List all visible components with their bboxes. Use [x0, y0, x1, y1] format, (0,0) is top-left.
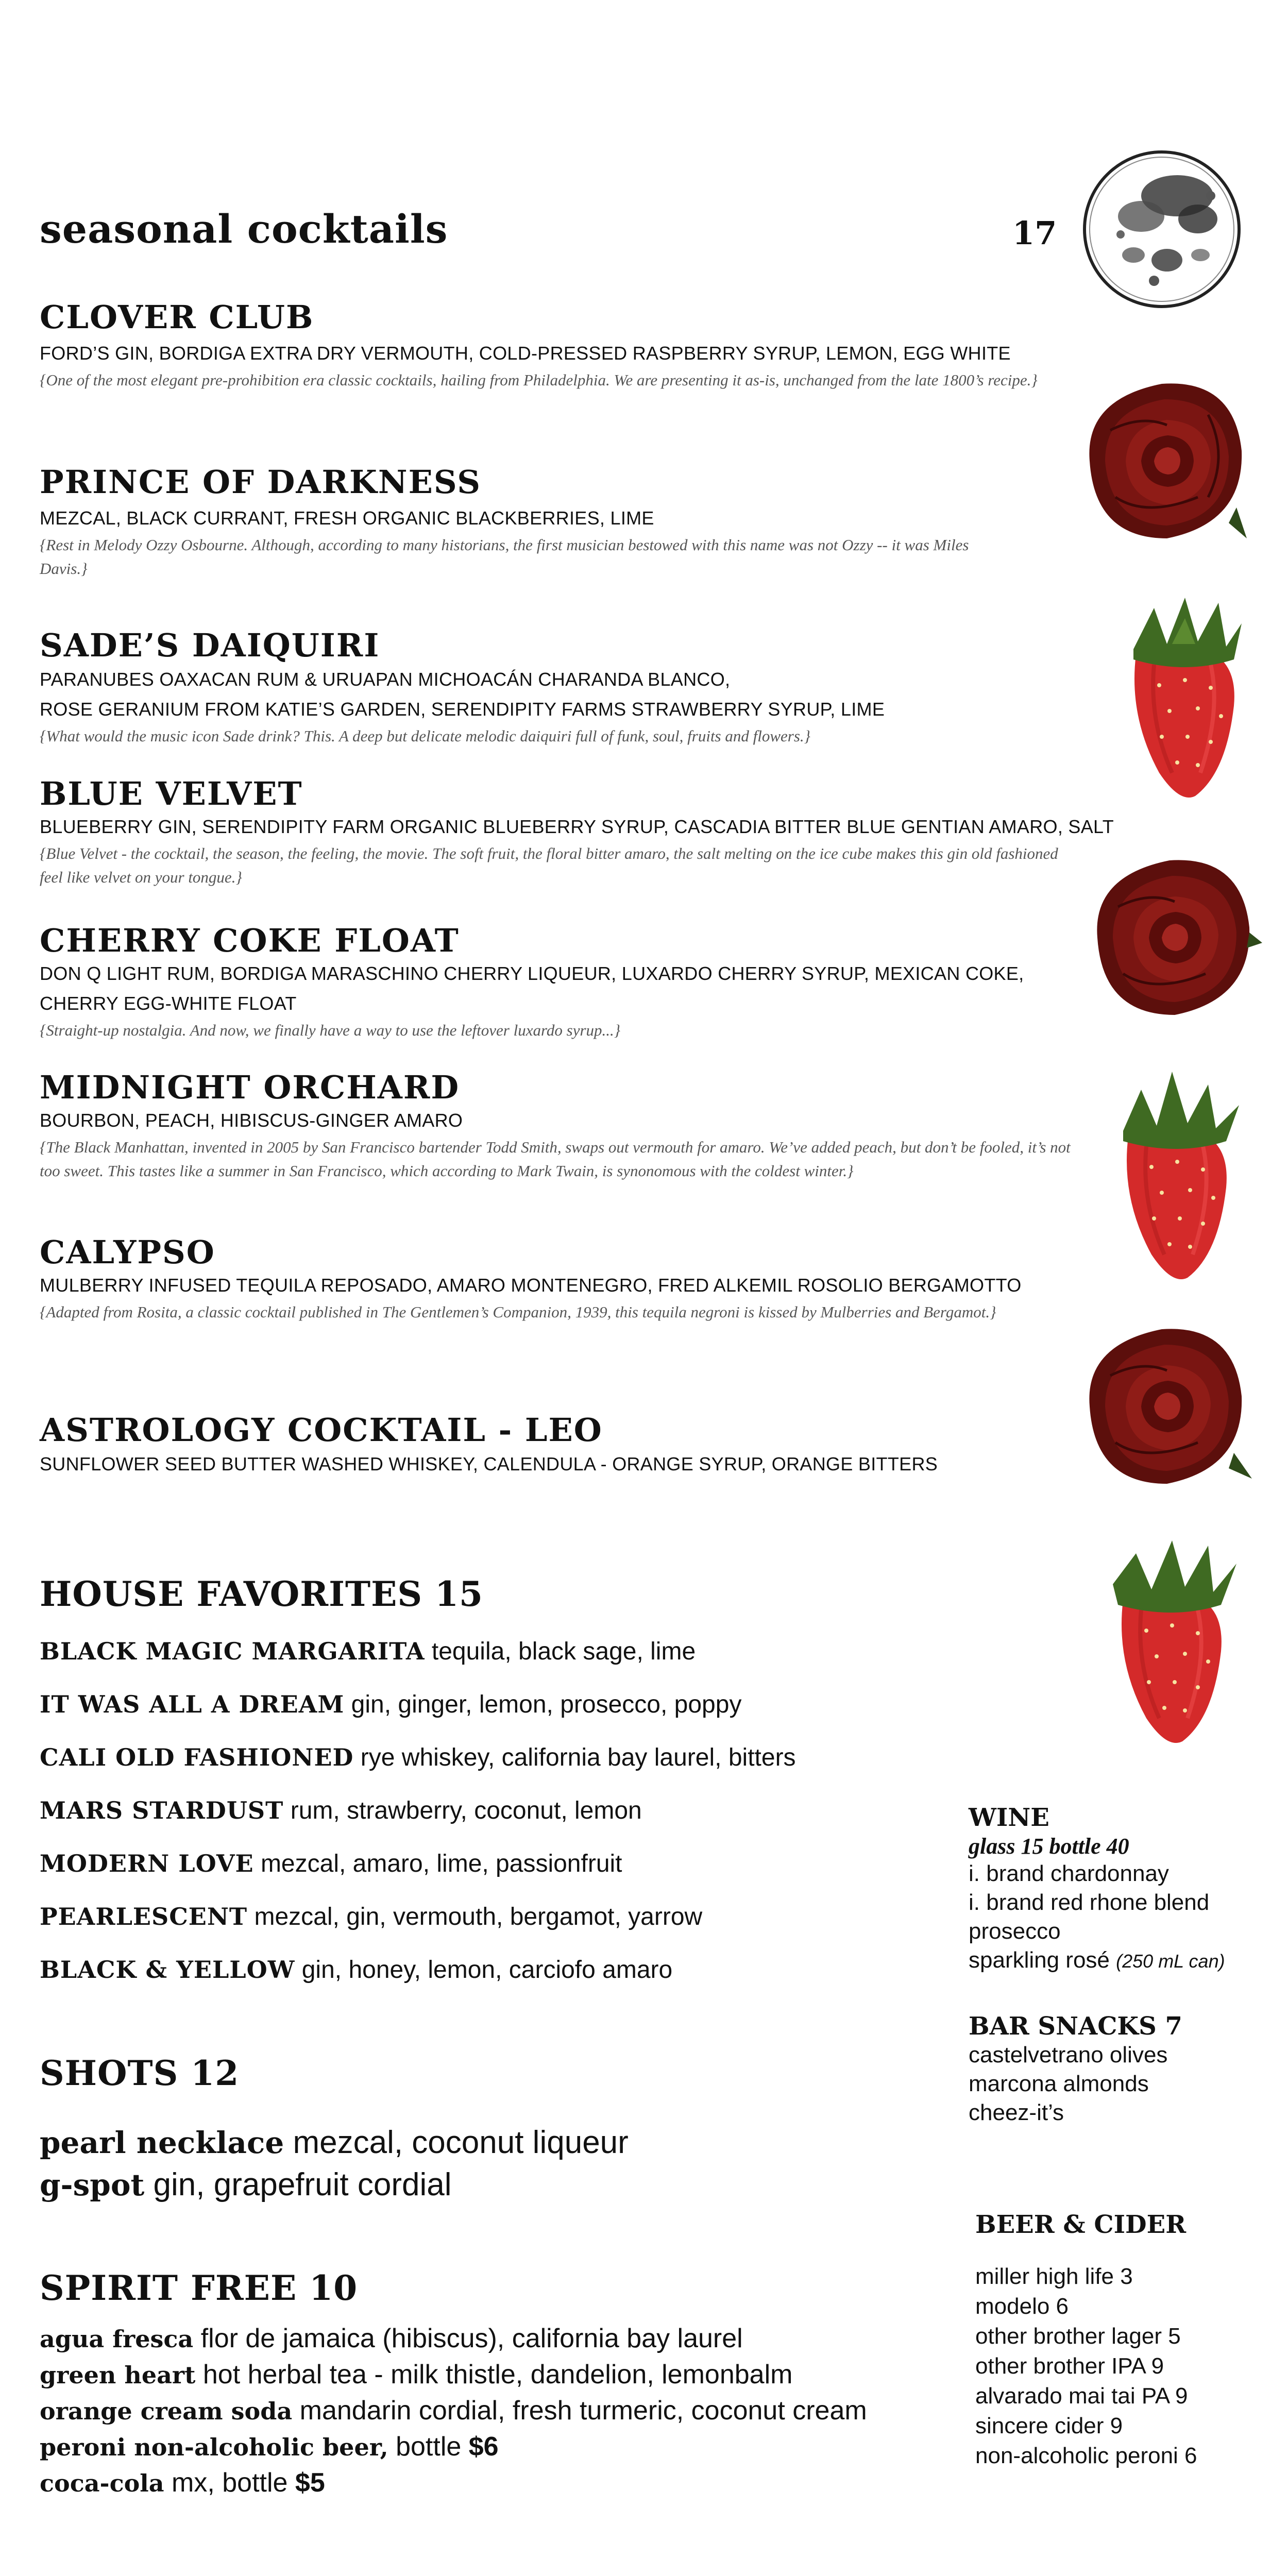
- seasonal-price: 17: [1012, 214, 1057, 252]
- cocktail-ingredients: MEZCAL, BLACK CURRANT, FRESH ORGANIC BLACKBERRIES, LIME: [40, 507, 654, 529]
- house-item: [40, 1852, 622, 1876]
- spirit-free-desc: hot herbal tea - milk thistle, dandelion, lemonbalm: [202, 2360, 793, 2389]
- spirit-free-name: orange cream soda: [40, 2397, 293, 2425]
- wine-item: sparkling rosé: [969, 1947, 1110, 1973]
- cocktail-name: MIDNIGHT ORCHARD: [40, 1069, 460, 1106]
- section-title-shots: SHOTS 12: [40, 2053, 240, 2093]
- house-item-desc: gin, ginger, lemon, prosecco, poppy: [351, 1691, 742, 1718]
- spirit-free-price: $6: [468, 2432, 499, 2462]
- cocktail-name: CLOVER CLUB: [40, 298, 314, 336]
- cocktail-ingredients: BOURBON, PEACH, HIBISCUS-GINGER AMARO: [40, 1110, 463, 1131]
- spirit-free-name: peroni non-alcoholic beer,: [40, 2433, 388, 2461]
- wine-item: i. brand red rhone blend: [969, 1890, 1210, 1915]
- moon-illustration: [1079, 147, 1244, 312]
- beer-section: [975, 2210, 1197, 2471]
- spirit-free-item: [40, 2393, 867, 2429]
- house-item-desc: mezcal, gin, vermouth, bergamot, yarrow: [254, 1903, 703, 1930]
- cocktail-name: SADE’S DAIQUIRI: [40, 626, 380, 664]
- cocktail-note: {Straight-up nostalgia. And now, we finally have a way to use the leftover luxardo syrup...}: [40, 1021, 621, 1039]
- cocktail-note: {Rest in Melody Ozzy Osbourne. Although, according to many historians, the first musician bestowed with this name was not Ozzy -- it was Miles Davis.}: [40, 536, 969, 578]
- shot-item: [40, 2164, 629, 2206]
- spirit-free-list: [40, 2321, 867, 2501]
- cocktail-note: {What would the music icon Sade drink? This. A deep but delicate melodic daiquiri full of funk, soul, fruits and flowers.}: [40, 727, 811, 745]
- beer-item: modelo 6: [975, 2294, 1069, 2319]
- strawberry-illustration: [1108, 1533, 1242, 1749]
- house-item-name: BLACK & YELLOW: [40, 1956, 295, 1984]
- house-item-desc: rum, strawberry, coconut, lemon: [290, 1797, 642, 1824]
- wine-subtitle: glass 15 bottle 40: [969, 1834, 1129, 1859]
- house-item: [40, 1905, 702, 1929]
- house-item: [40, 1745, 796, 1770]
- cocktail-name: ASTROLOGY COCKTAIL - LEO: [40, 1411, 603, 1449]
- spirit-free-name: green heart: [40, 2361, 196, 2389]
- spirit-free-item: [40, 2357, 867, 2393]
- beer-item: non-alcoholic peroni 6: [975, 2443, 1197, 2468]
- rose-illustration: [1087, 845, 1262, 1030]
- cocktail-ingredients: CHERRY EGG-WHITE FLOAT: [40, 993, 297, 1014]
- house-item: [40, 1958, 672, 1982]
- cocktail-note: {The Black Manhattan, invented in 2005 by San Francisco bartender Todd Smith, swaps out vermouth for amaro. We’ve added peach, but don’t be fooled, it’s not too sweet. This tastes like a summer in San Francisco, which according to Mark Twain, is synonomous with the coldest winter.}: [40, 1138, 1071, 1180]
- shots-list: [40, 2122, 629, 2206]
- cocktail-note: {One of the most elegant pre-prohibition era classic cocktails, hailing from Philadelphia. We are presenting it as-is, unchanged from the late 1800’s recipe.}: [40, 371, 1038, 389]
- spirit-free-name: agua fresca: [40, 2325, 194, 2353]
- section-title-spirit-free: SPIRIT FREE 10: [40, 2268, 358, 2308]
- snacks-title: BAR SNACKS 7: [969, 2012, 1182, 2041]
- cocktail-clover-club: [40, 298, 1075, 392]
- cocktail-ingredients: BLUEBERRY GIN, SERENDIPITY FARM ORGANIC BLUEBERRY SYRUP, CASCADIA BITTER BLUE GENTIAN AMARO, SALT: [40, 816, 1114, 837]
- cocktail-ingredients: MULBERRY INFUSED TEQUILA REPOSADO, AMARO MONTENEGRO, FRED ALKEMIL ROSOLIO BERGAMOTTO: [40, 1275, 1022, 1296]
- spirit-free-name: coca-cola: [40, 2469, 164, 2497]
- beer-title: BEER & CIDER: [975, 2210, 1187, 2239]
- beer-item: sincere cider 9: [975, 2413, 1123, 2438]
- beer-item: miller high life 3: [975, 2264, 1133, 2289]
- house-item: [40, 1799, 642, 1823]
- strawberry-illustration: [1123, 587, 1247, 804]
- beer-item: other brother IPA 9: [975, 2353, 1164, 2379]
- snack-item: marcona almonds: [969, 2071, 1149, 2096]
- cocktail-note: {Adapted from Rosita, a classic cocktail published in The Gentlemen’s Companion, 1939, this tequila negroni is kissed by Mulberries and Bergamot.}: [40, 1303, 996, 1321]
- snack-item: castelvetrano olives: [969, 2042, 1168, 2067]
- cocktail-name: PRINCE OF DARKNESS: [40, 463, 482, 501]
- spirit-free-desc: flor de jamaica (hibiscus), california bay laurel: [200, 2324, 743, 2353]
- cocktail-ingredients: FORD’S GIN, BORDIGA EXTRA DRY VERMOUTH, COLD-PRESSED RASPBERRY SYRUP, LEMON, EGG WHITE: [40, 343, 1011, 364]
- spirit-free-item: [40, 2321, 867, 2357]
- wine-note: (250 mL can): [1116, 1951, 1225, 1972]
- cocktail-blue-velvet: [40, 775, 1114, 889]
- shot-desc: mezcal, coconut liqueur: [293, 2125, 629, 2160]
- shot-item: [40, 2122, 629, 2164]
- house-item-name: MARS STARDUST: [40, 1797, 284, 1824]
- cocktail-note: {Blue Velvet - the cocktail, the season, the feeling, the movie. The soft fruit, the floral bitter amaro, the salt melting on the ice cube makes this gin old fashioned feel like velvet on your tongue.}: [40, 844, 1058, 886]
- spirit-free-desc: bottle: [396, 2432, 462, 2462]
- shot-name: pearl necklace: [40, 2125, 284, 2160]
- house-item-desc: tequila, black sage, lime: [431, 1638, 696, 1665]
- cocktail-ingredients: DON Q LIGHT RUM, BORDIGA MARASCHINO CHERRY LIQUEUR, LUXARDO CHERRY SYRUP, MEXICAN COKE,: [40, 963, 1024, 984]
- shot-name: g-spot: [40, 2167, 145, 2202]
- house-item: [40, 1639, 696, 1664]
- section-title-seasonal: seasonal cocktails: [40, 206, 448, 252]
- cocktail-ingredients: ROSE GERANIUM FROM KATIE’S GARDEN, SERENDIPITY FARMS STRAWBERRY SYRUP, LIME: [40, 699, 885, 720]
- beer-item: alvarado mai tai PA 9: [975, 2383, 1188, 2409]
- cocktail-astrology-leo: [40, 1411, 938, 1479]
- wine-item: prosecco: [969, 1919, 1061, 1944]
- cocktail-name: CHERRY COKE FLOAT: [40, 922, 460, 959]
- snack-item: cheez-it’s: [969, 2100, 1064, 2125]
- spirit-free-desc: mandarin cordial, fresh turmeric, coconut cream: [299, 2396, 867, 2426]
- spirit-free-desc: mx, bottle: [172, 2468, 288, 2498]
- house-item-name: BLACK MAGIC MARGARITA: [40, 1637, 425, 1665]
- cocktail-cherry-coke-float: [40, 922, 1075, 1042]
- cocktail-ingredients: PARANUBES OAXACAN RUM & URUAPAN MICHOACÁN CHARANDA BLANCO,: [40, 669, 731, 690]
- wine-item-row: [969, 1946, 1225, 1976]
- house-item: [40, 1692, 741, 1717]
- rose-illustration: [1079, 1314, 1255, 1494]
- cocktail-name: BLUE VELVET: [40, 775, 303, 812]
- cocktail-sades-daiquiri: [40, 626, 1075, 748]
- cocktail-midnight-orchard: [40, 1069, 1080, 1183]
- house-item-desc: gin, honey, lemon, carciofo amaro: [301, 1956, 673, 1984]
- wine-item: i. brand chardonnay: [969, 1861, 1169, 1886]
- house-item-desc: rye whiskey, california bay laurel, bitters: [360, 1744, 796, 1771]
- wine-title: WINE: [969, 1803, 1049, 1832]
- cocktail-calypso: [40, 1233, 1132, 1324]
- spirit-free-item: [40, 2465, 867, 2501]
- wine-section: [969, 1803, 1225, 1976]
- spirit-free-price: $5: [295, 2468, 325, 2498]
- spirit-free-item: [40, 2429, 867, 2465]
- house-item-name: CALI OLD FASHIONED: [40, 1743, 354, 1771]
- section-title-house-favorites: HOUSE FAVORITES 15: [40, 1574, 483, 1614]
- house-item-name: PEARLESCENT: [40, 1903, 248, 1930]
- cocktail-ingredients: SUNFLOWER SEED BUTTER WASHED WHISKEY, CALENDULA - ORANGE SYRUP, ORANGE BITTERS: [40, 1453, 938, 1475]
- rose-illustration: [1079, 368, 1249, 549]
- snacks-section: [969, 2012, 1182, 2127]
- beer-item: other brother lager 5: [975, 2324, 1181, 2349]
- strawberry-illustration: [1115, 1064, 1244, 1285]
- house-item-name: IT WAS ALL A DREAM: [40, 1690, 345, 1718]
- cocktail-prince-of-darkness: [40, 463, 993, 581]
- house-item-name: MODERN LOVE: [40, 1850, 254, 1877]
- shot-desc: gin, grapefruit cordial: [153, 2167, 452, 2202]
- house-item-desc: mezcal, amaro, lime, passionfruit: [260, 1850, 622, 1877]
- cocktail-name: CALYPSO: [40, 1233, 215, 1271]
